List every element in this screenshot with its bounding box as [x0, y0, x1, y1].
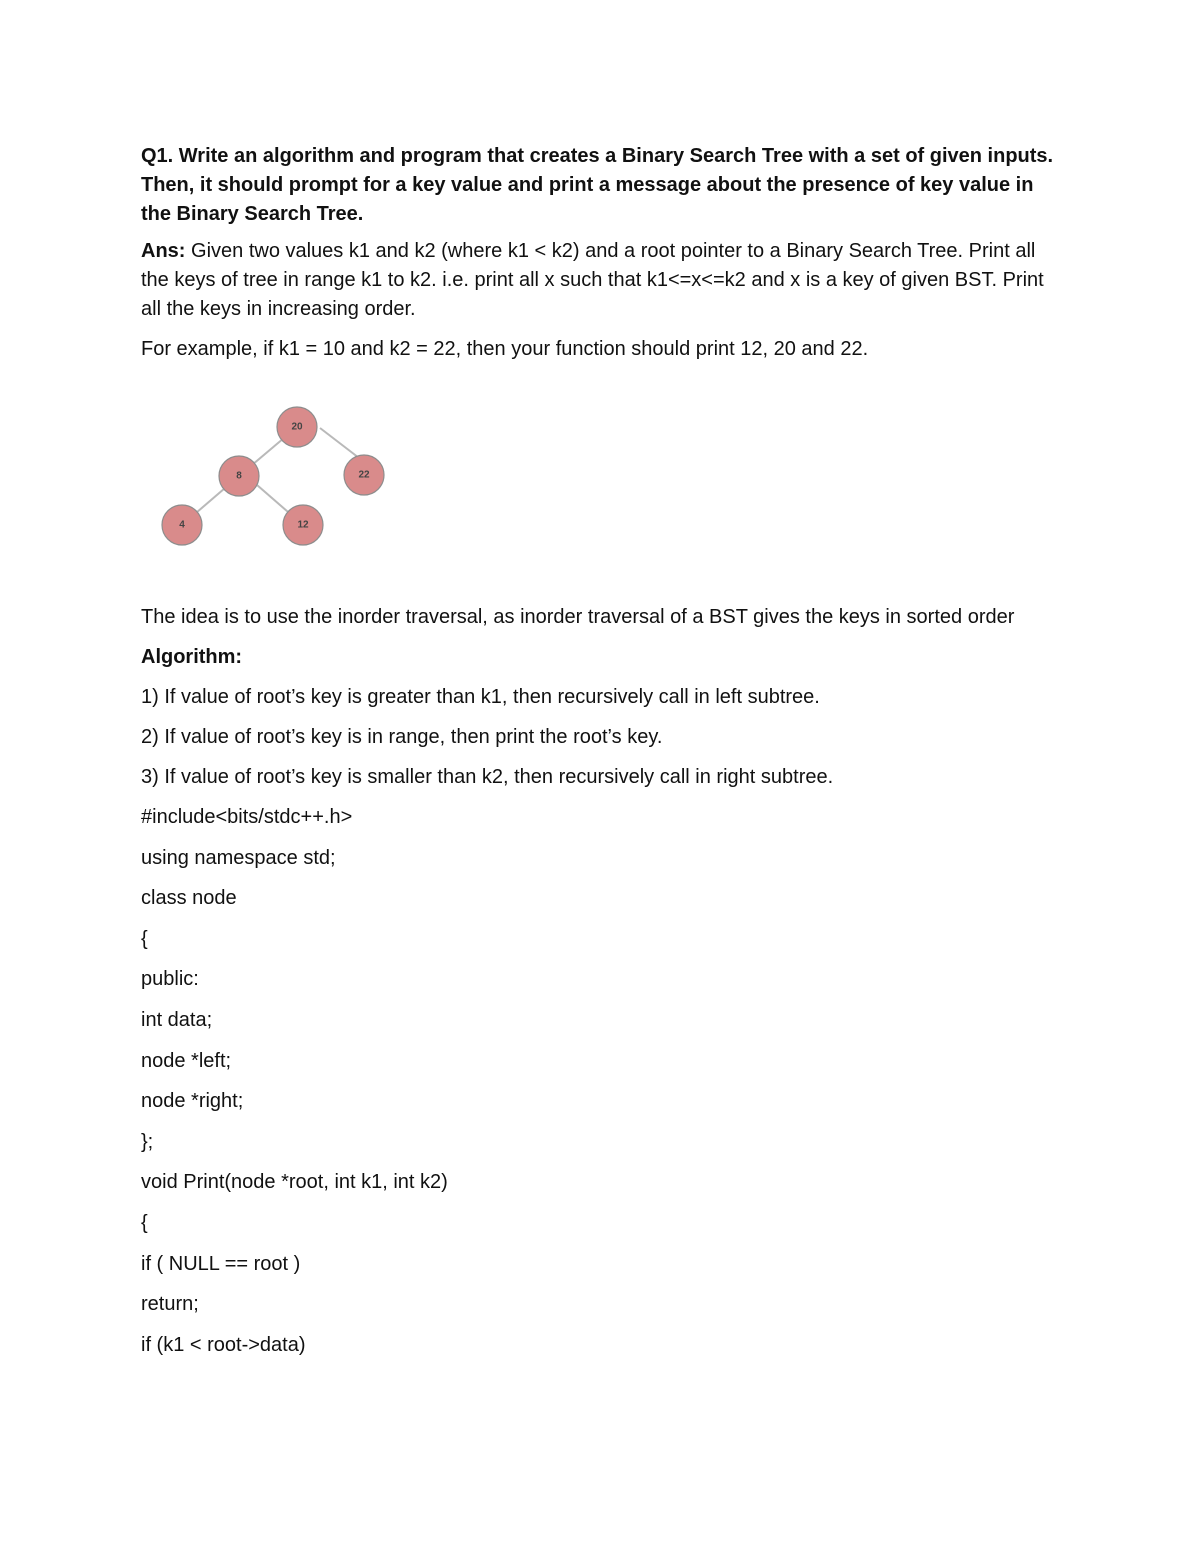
answer-label: Ans: — [141, 240, 186, 262]
node-label-4: 4 — [179, 519, 185, 531]
code-line-4: { — [141, 927, 148, 950]
node-label-12: 12 — [297, 519, 309, 531]
idea-text: The idea is to use the inorder traversal, as inorder traversal of a BST gives the keys in sorted order — [141, 606, 1015, 628]
code-line-5: public: — [141, 968, 199, 991]
algorithm-step-1: 1) If value of root’s key is greater than k1, then recursively call in left subtree. — [141, 686, 820, 708]
algorithm-step-3: 3) If value of root’s key is smaller than k2, then recursively call in right subtree. — [141, 766, 834, 788]
answer-paragraph — [141, 237, 1061, 324]
code-line-12: if ( NULL == root ) — [141, 1252, 301, 1275]
code-line-8: node *right; — [141, 1090, 244, 1113]
code-line-13: return; — [141, 1293, 199, 1316]
node-label-22: 22 — [358, 469, 370, 481]
code-line-14: if (k1 < root->data) — [141, 1333, 306, 1356]
code-line-3: class node — [141, 887, 237, 910]
code-line-2: using namespace std; — [141, 846, 336, 869]
node-label-8: 8 — [236, 470, 242, 482]
code-line-11: { — [141, 1211, 148, 1234]
code-line-6: int data; — [141, 1008, 213, 1031]
answer-text: Given two values k1 and k2 (where k1 < k2) and a root pointer to a Binary Search Tree. Print all the keys of tree in range k1 to k2. i.e. print all x such that k1<=x<=k2 and x is a key of given BST. Print all the keys in increasing order. — [141, 240, 1044, 320]
tree-svg — [158, 400, 418, 560]
binary-search-tree-diagram — [158, 400, 418, 560]
node-label-20: 20 — [291, 421, 303, 433]
code-line-1: #include<bits/stdc++.h> — [141, 806, 353, 828]
node-8 — [219, 456, 259, 496]
code-line-10: void Print(node *root, int k1, int k2) — [141, 1171, 448, 1194]
code-line-7: node *left; — [141, 1049, 232, 1072]
node-20 — [277, 407, 317, 447]
example-text: For example, if k1 = 10 and k2 = 22, then your function should print 12, 20 and 22. — [141, 338, 869, 360]
algorithm-step-2: 2) If value of root’s key is in range, then print the root’s key. — [141, 726, 663, 748]
code-line-9: }; — [141, 1130, 154, 1153]
question-text: Q1. Write an algorithm and program that creates a Binary Search Tree with a set of given inputs. Then, it should prompt for a key value and print a message about the presence of key value in the Binary Search Tree. — [141, 145, 1054, 225]
document-content — [141, 142, 1061, 1371]
node-22 — [344, 455, 384, 495]
node-4 — [162, 505, 202, 545]
algorithm-title: Algorithm: — [141, 646, 243, 668]
node-12 — [283, 505, 323, 545]
